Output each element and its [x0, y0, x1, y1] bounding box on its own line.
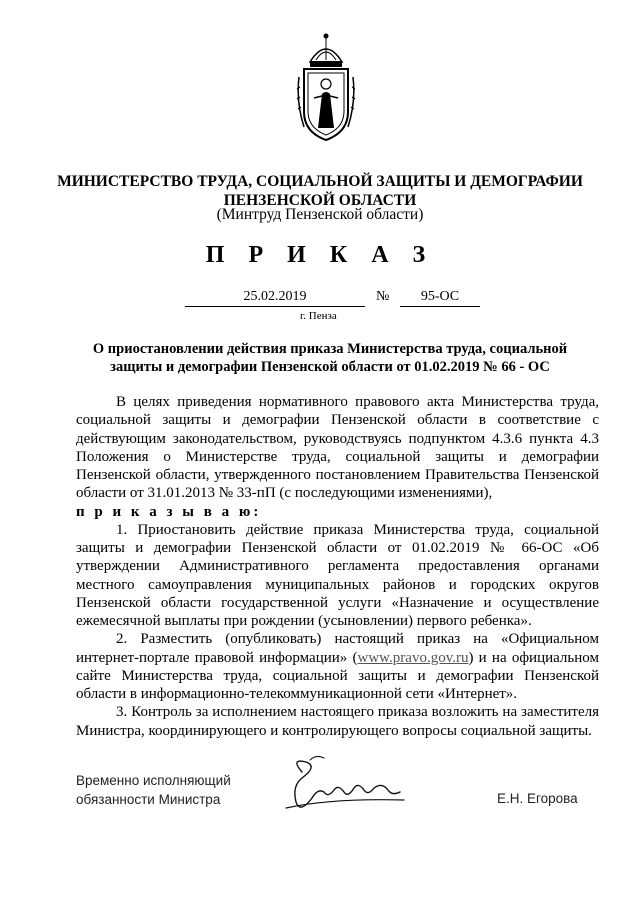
document-subject-line1: О приостановлении действия приказа Министерства труда, социальной — [92, 341, 568, 357]
document-subject — [70, 340, 590, 376]
item-3: 3. Контроль за исполнением настоящего приказа возложить на заместителя Министра, координирующего и контролирующего вопросы социальной защиты. — [76, 704, 599, 739]
coat-of-arms-emblem — [296, 32, 356, 144]
item-2-text-before: 2. Разместить (опубликовать) настоящий приказ на «Официальном интернет-портале правовой информации» ( — [76, 631, 599, 666]
handwritten-signature — [272, 752, 407, 827]
item-2-text-after: ) и на официальном сайте Министерства труда, социальной защиты и демографии Пензенской области в информационно-телекоммуникационной сети «Интернет». — [76, 649, 599, 702]
organization-name-line1: МИНИСТЕРСТВО ТРУДА, СОЦИАЛЬНОЙ ЗАЩИТЫ И ДЕМОГРАФИИ — [57, 173, 583, 190]
intro-text: В целях приведения нормативного правового акта Министерства труда, социальной защиты и демографии Пензенской области в соответствие с действующим законодательством, руководствуясь подпунктом 4.3.6 пункта 4.3 Положения о Министерстве труда, социальной защиты и демографии Пензенской области, утвержденного постановлением Правительства Пензенской области от 31.01.2013 № 33-пП (с последующими изменениями), — [76, 394, 599, 502]
signer-position-line2: обязанности Министра — [76, 791, 221, 807]
order-word-paragraph — [76, 503, 599, 521]
organization-name — [40, 172, 600, 210]
number-sign: № — [376, 289, 390, 304]
item-2 — [76, 630, 599, 703]
document-body — [76, 393, 599, 740]
organization-short-name: (Минтруд Пензенской области) — [216, 206, 424, 223]
signer-position — [76, 772, 231, 809]
item-1: 1. Приостановить действие приказа Министерства труда, социальной защиты и демографии Пензенской области от 01.02.2019 № 66-ОС «Об утверждении Административного регламента предоставления органами местного самоуправления муниципальных районов и городских округов Пензенской области государственной услуги «Назначение и осуществление ежемесячной выплаты при рождении (усыновлении) первого ребенка». — [76, 521, 599, 629]
document-date: 25.02.2019 — [185, 288, 365, 307]
document-city: г. Пенза — [300, 310, 337, 322]
organization-name-line2: ПЕНЗЕНСКОЙ ОБЛАСТИ — [223, 192, 417, 209]
document-type-title: П Р И К А З — [205, 242, 435, 268]
document-subject-line2: защиты и демографии Пензенской области от 01.02.2019 № 66 - ОС — [110, 359, 550, 375]
document-number: 95-ОС — [400, 288, 480, 307]
signer-position-line1: Временно исполняющий — [76, 773, 231, 788]
order-word: п р и к а з ы в а ю: — [76, 503, 262, 520]
signer-name: Е.Н. Егорова — [497, 791, 578, 806]
pravo-gov-link[interactable]: www.pravo.gov.ru — [357, 649, 469, 666]
intro-paragraph — [76, 393, 599, 503]
